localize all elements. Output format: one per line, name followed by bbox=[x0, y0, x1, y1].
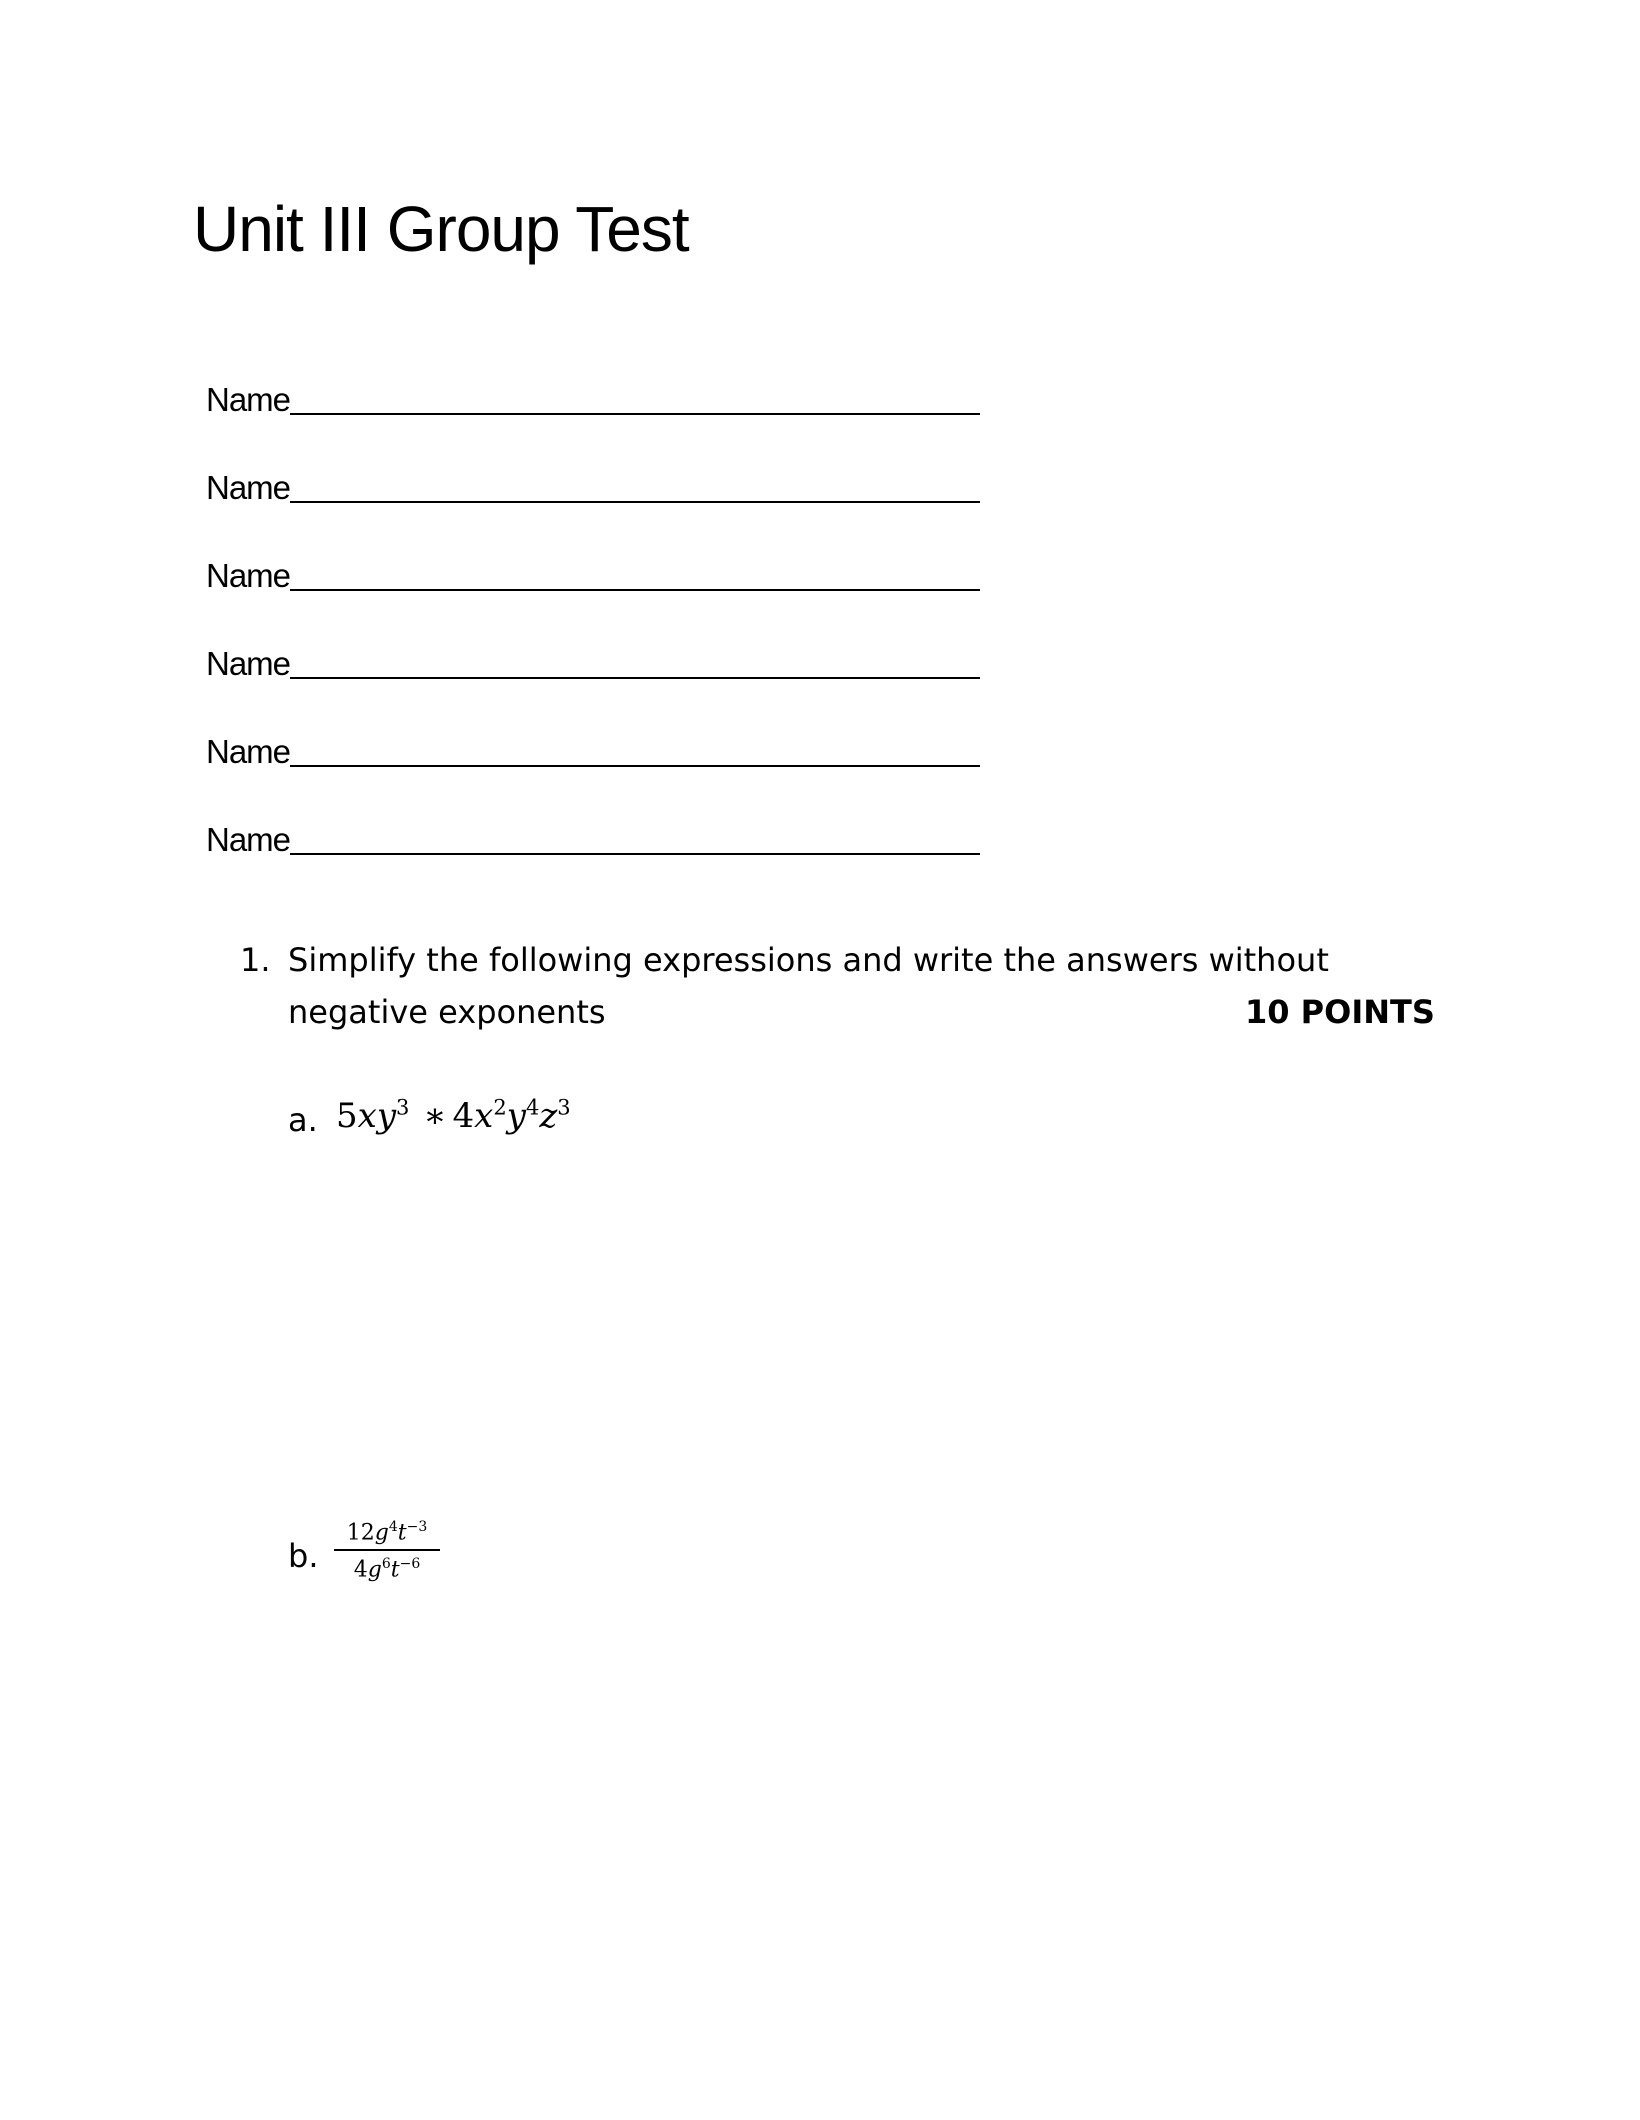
name-field-label: Name bbox=[206, 469, 291, 506]
term-variable: g bbox=[367, 1557, 382, 1583]
expression-a-term1 bbox=[336, 1096, 409, 1136]
name-field-label: Name bbox=[206, 645, 291, 682]
name-field-row[interactable] bbox=[206, 458, 980, 504]
term-exponent: 6 bbox=[381, 1556, 391, 1573]
term-exponent: −3 bbox=[406, 1519, 428, 1535]
term-coefficient: 12 bbox=[346, 1520, 375, 1546]
fraction-denominator bbox=[354, 1551, 421, 1581]
term-exponent: 2 bbox=[493, 1096, 507, 1120]
term-coefficient: 4 bbox=[353, 1557, 368, 1583]
term-exponent: −6 bbox=[399, 1556, 421, 1573]
term-variable: g bbox=[374, 1520, 389, 1546]
expression-a-term2 bbox=[453, 1096, 571, 1136]
expression-b-fraction bbox=[334, 1520, 440, 1582]
multiply-operator: ∗ bbox=[423, 1096, 447, 1137]
fraction-numerator bbox=[343, 1520, 432, 1549]
name-field-row[interactable] bbox=[206, 634, 980, 680]
part-b-label: b. bbox=[288, 1537, 319, 1575]
name-blank-line[interactable] bbox=[290, 589, 980, 591]
term-variable: x bbox=[357, 1096, 377, 1137]
name-blank-line[interactable] bbox=[290, 413, 980, 415]
name-field-label: Name bbox=[206, 821, 291, 858]
term-exponent: 3 bbox=[557, 1096, 571, 1120]
points-value: 10 POINTS bbox=[1245, 993, 1435, 1031]
name-blank-line[interactable] bbox=[290, 765, 980, 767]
term-exponent: 4 bbox=[388, 1519, 398, 1535]
term-variable: x bbox=[474, 1096, 494, 1137]
name-field-row[interactable] bbox=[206, 810, 980, 856]
question-text: Simplify the following expressions and write the answers without bbox=[288, 941, 1329, 979]
page-title: Unit III Group Test bbox=[193, 193, 689, 265]
name-field-row[interactable] bbox=[206, 722, 980, 768]
question-number: 1. bbox=[240, 941, 271, 979]
part-a-label: a. bbox=[288, 1101, 318, 1139]
name-field-row[interactable] bbox=[206, 546, 980, 592]
term-variable: y bbox=[506, 1096, 526, 1137]
name-field-label: Name bbox=[206, 557, 291, 594]
term-variable: y bbox=[376, 1096, 397, 1137]
term-exponent: 3 bbox=[396, 1096, 410, 1120]
name-field-label: Name bbox=[206, 733, 291, 770]
name-blank-line[interactable] bbox=[290, 853, 980, 855]
name-blank-line[interactable] bbox=[290, 501, 980, 503]
expression-a bbox=[336, 1096, 571, 1137]
term-variable: z bbox=[539, 1096, 558, 1137]
name-field-label: Name bbox=[206, 381, 291, 418]
term-coefficient: 4 bbox=[452, 1096, 475, 1137]
question-text-continued: negative exponents bbox=[288, 993, 606, 1031]
term-exponent: 4 bbox=[525, 1096, 540, 1120]
name-blank-line[interactable] bbox=[290, 677, 980, 679]
term-variable: t bbox=[397, 1520, 407, 1546]
name-field-row[interactable] bbox=[206, 370, 980, 416]
term-coefficient: 5 bbox=[336, 1096, 358, 1137]
term-variable: t bbox=[390, 1557, 400, 1583]
